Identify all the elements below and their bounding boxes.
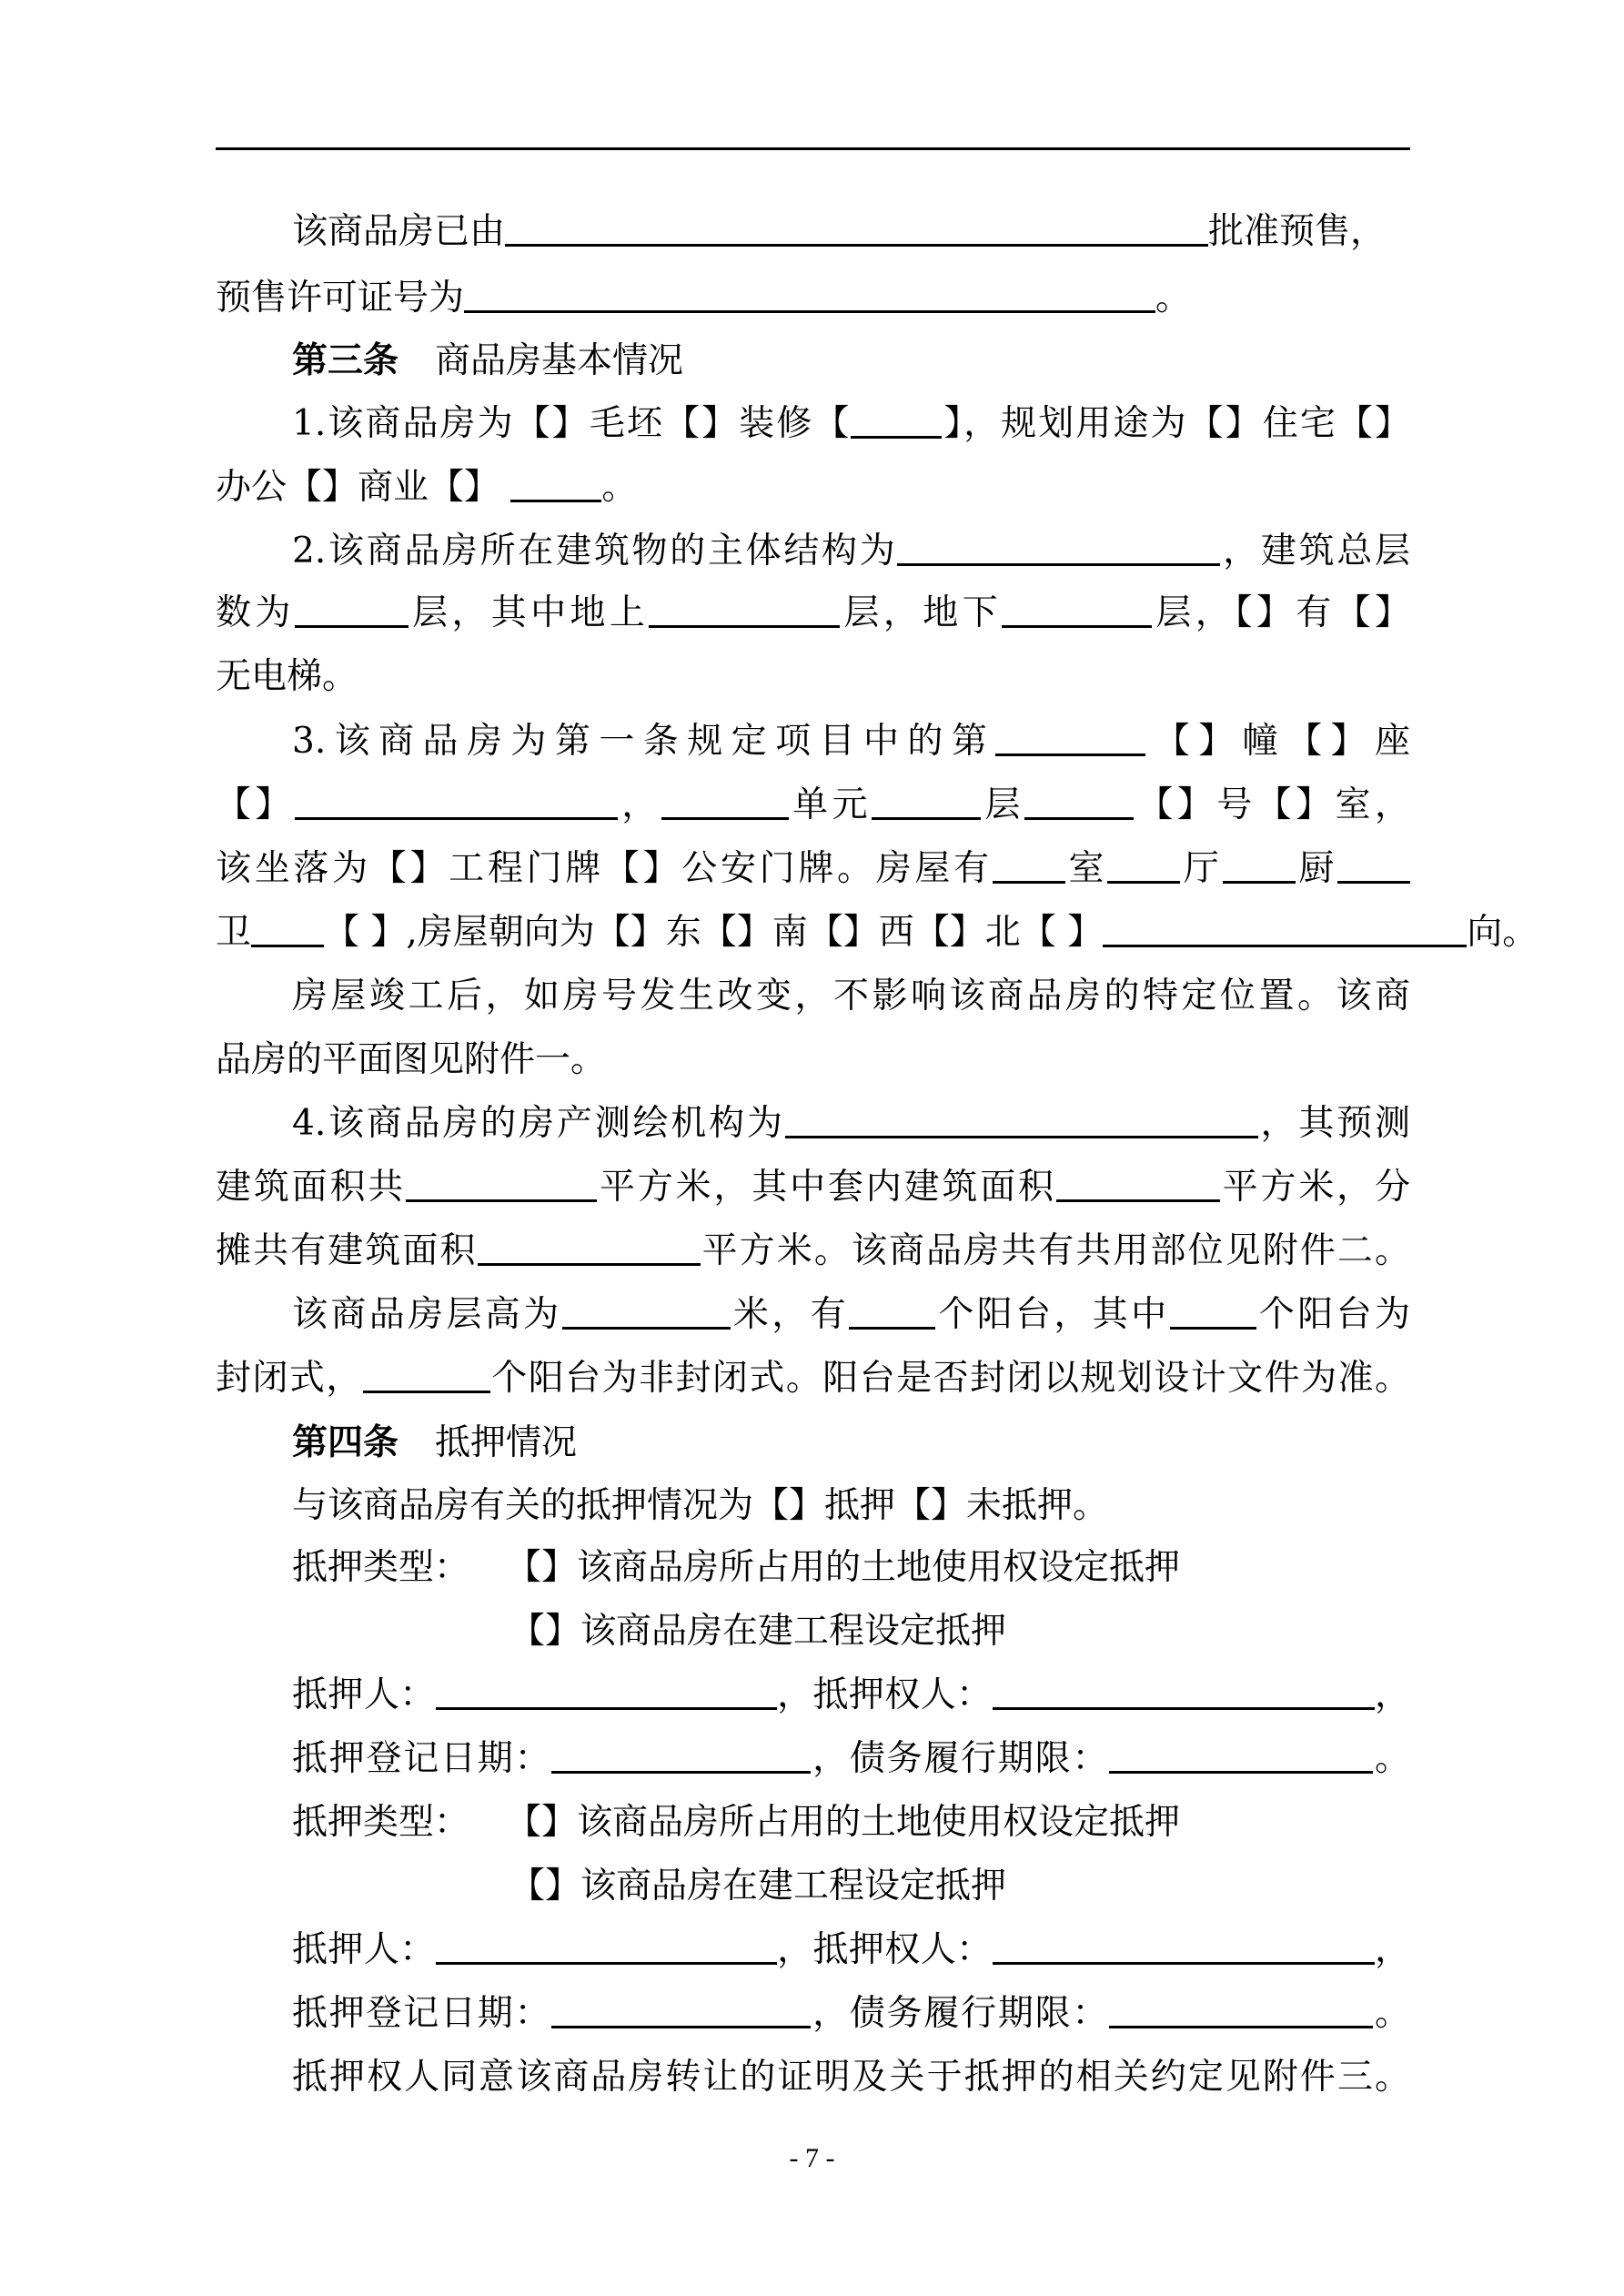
mortgagor-blank[interactable] xyxy=(436,1671,777,1710)
unit-blank[interactable] xyxy=(661,781,789,820)
building-number-blank[interactable] xyxy=(995,717,1145,756)
item-4-line-3: 摊共有建筑面积 平方米。该商品房共有共用部位见附件二。 xyxy=(216,1224,1410,1279)
presale-permit-line: 预售许可证号为 。 xyxy=(216,271,1410,326)
inner-area-blank[interactable] xyxy=(1056,1163,1220,1202)
item-1-line-1: 1.该商品房为【】毛坯【】装修【 】，规划用途为【】住宅【】 xyxy=(216,397,1410,451)
mortgage-dates-line-1: 抵押登记日期： ，债务履行期限： 。 xyxy=(216,1732,1410,1786)
item-2-line-2: 数为 层，其中地上 层，地下 层，【】有【】 xyxy=(216,586,1410,641)
living-rooms-blank[interactable] xyxy=(1107,845,1180,884)
item-2-line-1: 2.该商品房所在建筑物的主体结构为 ，建筑总层 xyxy=(216,524,1410,579)
mortgage-registration-date-blank[interactable] xyxy=(551,1989,811,2028)
construction-mortgage-option[interactable]: 【】该商品房在建工程设定抵押 xyxy=(509,1866,1007,1907)
height-balcony-line-2: 封闭式， 个阳台为非封闭式。阳台是否封闭以规划设计文件为准。 xyxy=(216,1351,1410,1406)
mortgagee-consent-line: 抵押权人同意该商品房转让的证明及关于抵押的相关约定见附件三。 xyxy=(292,2057,1410,2098)
article-4-heading: 第四条 抵押情况 xyxy=(292,1421,578,1463)
above-ground-floors-blank[interactable] xyxy=(649,589,840,628)
mortgage-dates-line-2: 抵押登记日期： ，债务履行期限： 。 xyxy=(216,1987,1410,2041)
mortgage-type-1-line-2 xyxy=(216,1604,1410,1659)
debt-performance-period-blank[interactable] xyxy=(1109,1735,1373,1774)
permit-number-blank[interactable] xyxy=(464,274,1155,313)
item-3-line-2: 【】 ， 单元 层 【】号【】室， xyxy=(216,778,1410,833)
header-rule xyxy=(216,147,1410,150)
mortgagor-blank[interactable] xyxy=(436,1926,777,1965)
item-3-line-4: 卫 【 】,房屋朝向为【】东【】南【】西【】北【 】 向。 xyxy=(216,905,1410,960)
floor-blank[interactable] xyxy=(872,781,981,820)
balcony-count-blank[interactable] xyxy=(849,1290,935,1330)
kitchens-blank[interactable] xyxy=(1223,845,1296,884)
room-number-blank[interactable] xyxy=(1024,781,1134,820)
page-number: - 7 - xyxy=(789,2143,835,2173)
mortgagor-line-1: 抵押人： ，抵押权人： ， xyxy=(216,1668,1410,1723)
decoration-blank[interactable] xyxy=(851,400,942,439)
item-4-line-2: 建筑面积共 平方米，其中套内建筑面积 平方米，分 xyxy=(216,1160,1410,1215)
renumbering-note-line-2: 品房的平面图见附件一。 xyxy=(216,1039,607,1080)
open-balcony-blank[interactable] xyxy=(363,1354,490,1393)
orientation-blank[interactable] xyxy=(1103,908,1467,947)
construction-mortgage-option[interactable]: 【】该商品房在建工程设定抵押 xyxy=(509,1611,1007,1652)
surveying-agency-blank[interactable] xyxy=(785,1099,1258,1138)
bathrooms-blank[interactable] xyxy=(1337,845,1410,884)
other-rooms-blank[interactable] xyxy=(251,908,324,947)
mortgagee-blank[interactable] xyxy=(993,1926,1375,1965)
structure-blank[interactable] xyxy=(897,527,1220,566)
other-use-blank[interactable] xyxy=(510,463,601,502)
enclosed-balcony-blank[interactable] xyxy=(1170,1290,1256,1330)
shared-area-blank[interactable] xyxy=(478,1227,701,1266)
approval-authority-blank[interactable] xyxy=(505,207,1208,247)
mortgagor-line-2: 抵押人： ，抵押权人： ， xyxy=(216,1923,1410,1977)
below-ground-floors-blank[interactable] xyxy=(1002,589,1152,628)
mortgage-type-2-line-2 xyxy=(216,1859,1410,1914)
height-balcony-line-1: 该商品房层高为 米，有 个阳台，其中 个阳台为 xyxy=(216,1288,1410,1342)
renumbering-note-line-1: 房屋竣工后，如房号发生改变，不影响该商品房的特定位置。该商 xyxy=(292,976,1410,1017)
item-3-line-3: 该坐落为【】工程门牌【】公安门牌。房屋有 室 厅 厨 xyxy=(216,842,1410,896)
building-area-blank[interactable] xyxy=(406,1163,597,1202)
floor-height-blank[interactable] xyxy=(562,1290,731,1330)
bedrooms-blank[interactable] xyxy=(993,845,1065,884)
debt-performance-period-blank[interactable] xyxy=(1109,1989,1373,2028)
mortgagee-blank[interactable] xyxy=(993,1671,1375,1710)
presale-approval-line: 该商品房已由 批准预售， xyxy=(216,205,1410,259)
item-4-line-1: 4.该商品房的房产测绘机构为 ，其预测 xyxy=(216,1097,1410,1151)
total-floors-blank[interactable] xyxy=(295,589,409,628)
item-3-line-1: 3.该商品房为第一条规定项目中的第 【】幢【】座 xyxy=(216,714,1410,769)
mortgage-registration-date-blank[interactable] xyxy=(551,1735,811,1774)
mortgage-type-1-line-1: 抵押类型： 【】该商品房所占用的土地使用权设定抵押 xyxy=(292,1547,1181,1588)
land-use-right-mortgage-option[interactable]: 【】该商品房所占用的土地使用权设定抵押 xyxy=(506,1547,1181,1588)
item-2-line-3: 无电梯。 xyxy=(216,656,358,697)
building-name-blank[interactable] xyxy=(295,781,618,820)
article-3-heading: 第三条 商品房基本情况 xyxy=(292,339,684,381)
item-1-line-2: 办公【】商业【】 。 xyxy=(216,460,1410,515)
mortgage-type-2-line-1: 抵押类型： 【】该商品房所占用的土地使用权设定抵押 xyxy=(292,1802,1181,1843)
land-use-right-mortgage-option[interactable]: 【】该商品房所占用的土地使用权设定抵押 xyxy=(506,1802,1181,1843)
mortgage-status-line: 与该商品房有关的抵押情况为【】抵押【】未抵押。 xyxy=(292,1485,1109,1526)
